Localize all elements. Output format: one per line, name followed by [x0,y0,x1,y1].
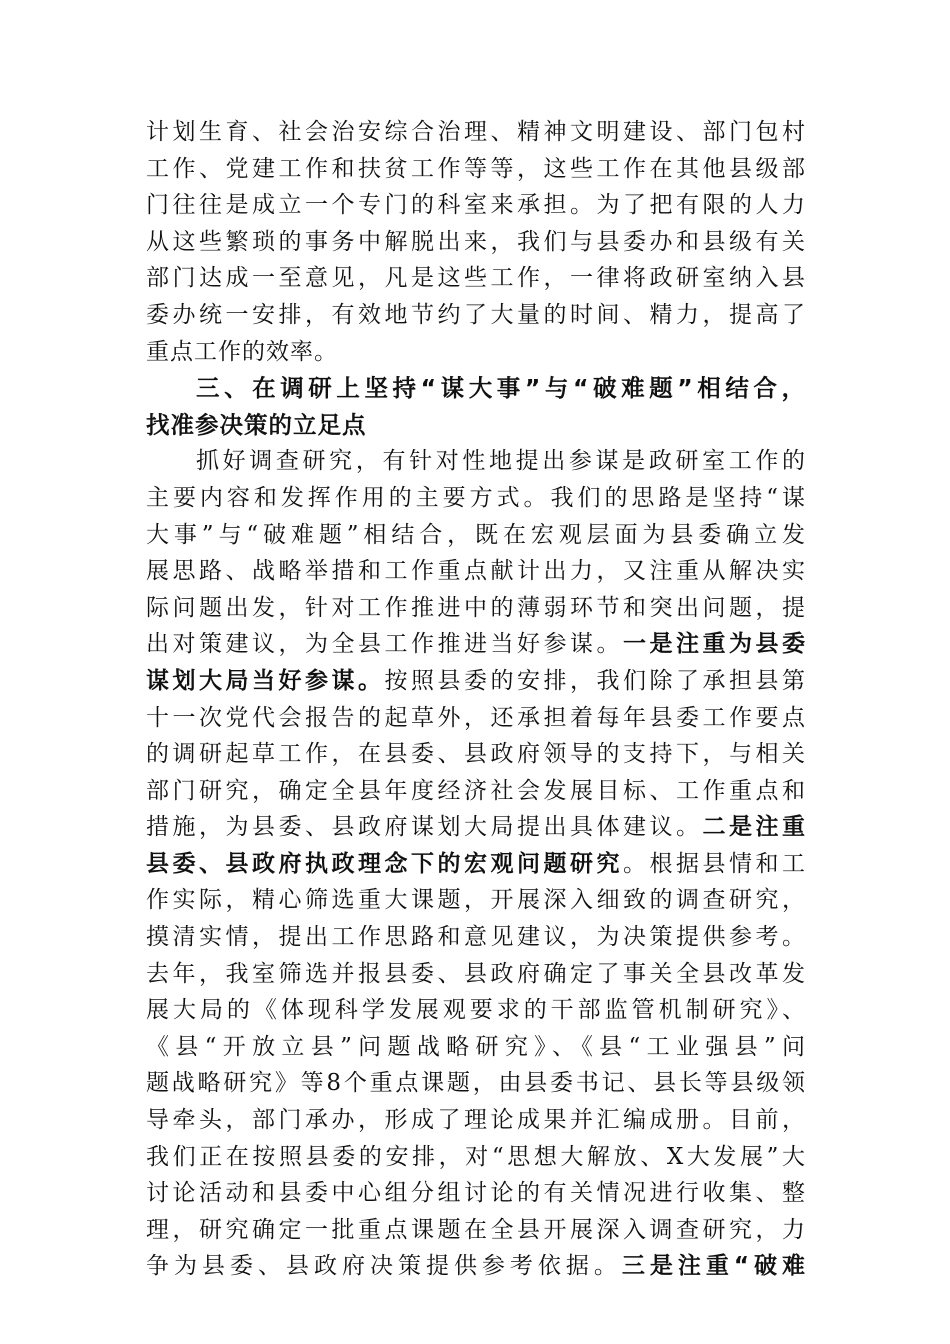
paragraph-text: 。根据县情和工 [623,850,806,877]
paragraph-line [146,846,806,883]
paragraph-line: 理，研究确定一批重点课题在全县开展深入调查研究，力 [146,1216,806,1243]
key-point-2-heading-cont: 县委、县政府执政理念下的宏观问题研究 [146,850,623,877]
key-point-1-heading: 一是注重为县委 [623,631,806,658]
section-heading-line-2: 找准参决策的立足点 [146,410,367,439]
paragraph-line: 导牵头，部门承办，形成了理论成果并汇编成册。目前， [146,1107,806,1134]
document-body [146,114,806,1285]
paragraph-line: 的调研起草工作，在县委、县政府领导的支持下，与相关 [146,741,806,768]
paragraph-text: 争为县委、县政府决策提供参考依据。 [146,1253,622,1280]
paragraph-line: 委办统一安排，有效地节约了大量的时间、精力，提高了 [146,301,806,328]
paragraph-line: 主要内容和发挥作用的主要方式。我们的思路是坚持“谋 [146,484,806,511]
paragraph-line: 重点工作的效率。 [146,338,338,365]
key-point-3-heading: 三是注重“破难 [621,1253,806,1280]
paragraph-line: 大事”与“破难题”相结合，既在宏观层面为县委确立发 [146,521,806,548]
section-heading-line-1: 三、在调研上坚持“谋大事”与“破难题”相结合， [196,374,806,403]
paragraph-text: 出对策建议，为全县工作推进当好参谋。 [146,631,623,658]
paragraph-line [146,809,806,846]
paragraph-line [146,626,806,663]
paragraph-line: 际问题出发，针对工作推进中的薄弱环节和突出问题，提 [146,594,806,621]
paragraph-line [146,1248,806,1285]
paragraph-line: 工作、党建工作和扶贫工作等等，这些工作在其他县级部 [146,155,806,182]
paragraph-line: 作实际，精心筛选重大课题，开展深入细致的调查研究， [146,887,806,914]
paragraph-line: 门往往是成立一个专门的科室来承担。为了把有限的人力 [146,192,806,219]
key-point-1-heading-cont: 谋划大局当好参谋。 [146,667,385,694]
paragraph-line: 去年，我室筛选并报县委、县政府确定了事关全县改革发 [146,960,806,987]
paragraph-line: 展大局的《体现科学发展观要求的干部监管机制研究》、 [146,997,806,1024]
key-point-2-heading: 二是注重 [702,814,806,841]
paragraph-line: 抓好调查研究，有针对性地提出参谋是政研室工作的 [196,448,806,475]
paragraph-line: 展思路、战略举措和工作重点献计出力，又注重从解决实 [146,558,806,585]
paragraph-line: 计划生育、社会治安综合治理、精神文明建设、部门包村 [146,119,806,145]
paragraph-line: 我们正在按照县委的安排，对“思想大解放、X大发展”大 [146,1143,806,1170]
paragraph-text: 措施，为县委、县政府谋划大局提出具体建议。 [146,814,703,841]
paragraph-line: 部门达成一至意见，凡是这些工作，一律将政研室纳入县 [146,265,806,292]
paragraph-line: 讨论活动和县委中心组分组讨论的有关情况进行收集、整 [146,1180,806,1207]
paragraph-line: 摸清实情，提出工作思路和意见建议，为决策提供参考。 [146,924,806,951]
paragraph-line [146,663,806,700]
paragraph-line: 《县“开放立县”问题战略研究》、《县“工业强县”问 [146,1033,806,1060]
paragraph-line: 从这些繁琐的事务中解脱出来，我们与县委办和县级有关 [146,228,806,255]
paragraph-line: 题战略研究》等8个重点课题，由县委书记、县长等县级领 [146,1070,806,1097]
paragraph-line: 部门研究，确定全县年度经济社会发展目标、工作重点和 [146,777,806,804]
paragraph-text: 按照县委的安排，我们除了承担县第 [384,667,806,694]
paragraph-line: 十一次党代会报告的起草外，还承担着每年县委工作要点 [146,704,806,731]
